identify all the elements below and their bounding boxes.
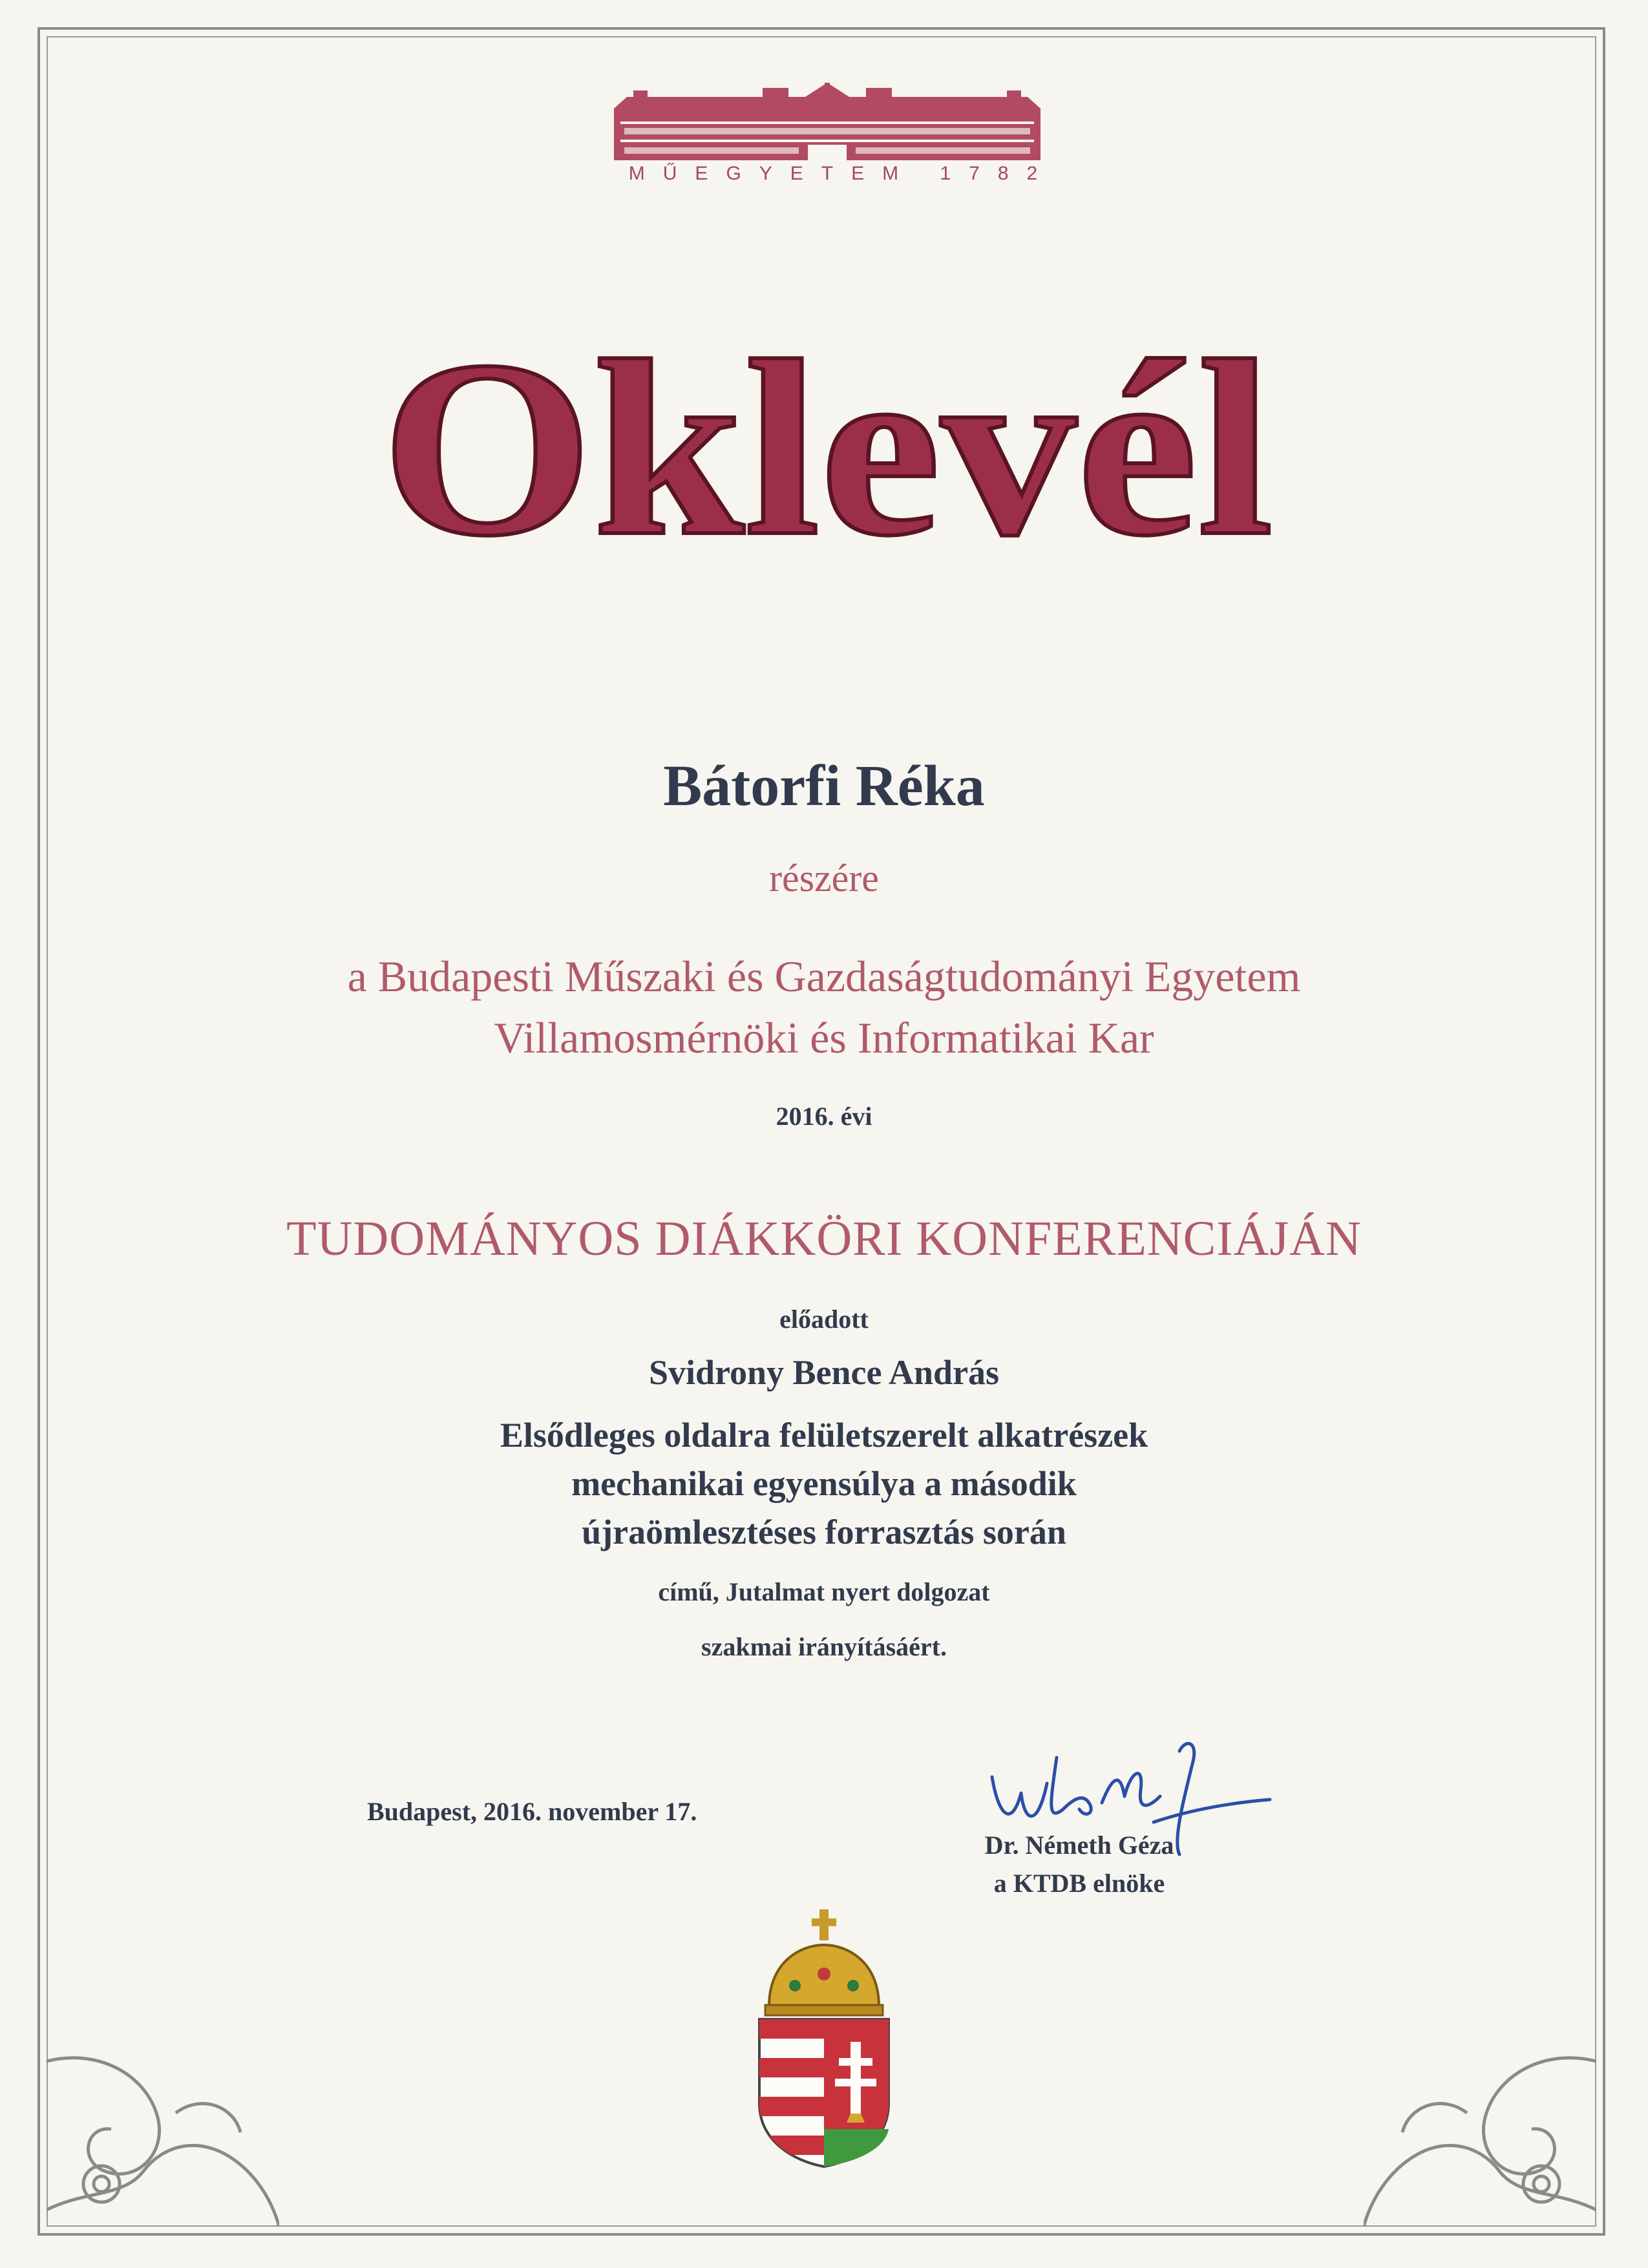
hungarian-coat-of-arms-icon [750,1909,898,2168]
recipient-for-label: részére [769,857,879,899]
thesis-title-line-2: mechanikai egyensúlya a második [571,1464,1077,1503]
recipient-name: Bátorfi Réka [663,754,985,818]
diploma-title [362,278,1293,575]
event-year: 2016. évi [776,1102,872,1131]
ornamental-scroll-icon [1364,2035,1596,2227]
presenter-name: Svidrony Bence András [648,1353,1000,1392]
award-text: című, Jutalmat nyert dolgozat [658,1577,990,1606]
diploma-title-text: Oklevél [381,309,1273,575]
signer-name: Dr. Németh Géza [984,1831,1174,1860]
signer-block [950,1830,1209,1898]
guidance-text: szakmai irányításáért. [701,1632,947,1661]
thesis-title-line-3: újraömlesztéses forrasztás során [582,1513,1066,1551]
ornamental-scroll-icon [47,2035,279,2227]
institution-line-2: Villamosmérnöki és Informatikai Kar [494,1013,1154,1062]
thesis-title-line-1: Elsődleges oldalra felületszerelt alkatrészek [500,1416,1148,1454]
presented-label: előadott [779,1305,869,1334]
conference-name: TUDOMÁNYOS DIÁKKÖRI KONFERENCIÁJÁN [286,1212,1362,1266]
place-and-date: Budapest, 2016. november 17. [367,1797,697,1826]
signer-role: a KTDB elnöke [993,1869,1165,1898]
university-caption: MŰEGYETEM 1782 [628,163,1056,184]
institution-line-1: a Budapesti Műszaki és Gazdaságtudományi Egyetem [347,952,1301,1001]
university-building-icon [614,83,1041,165]
